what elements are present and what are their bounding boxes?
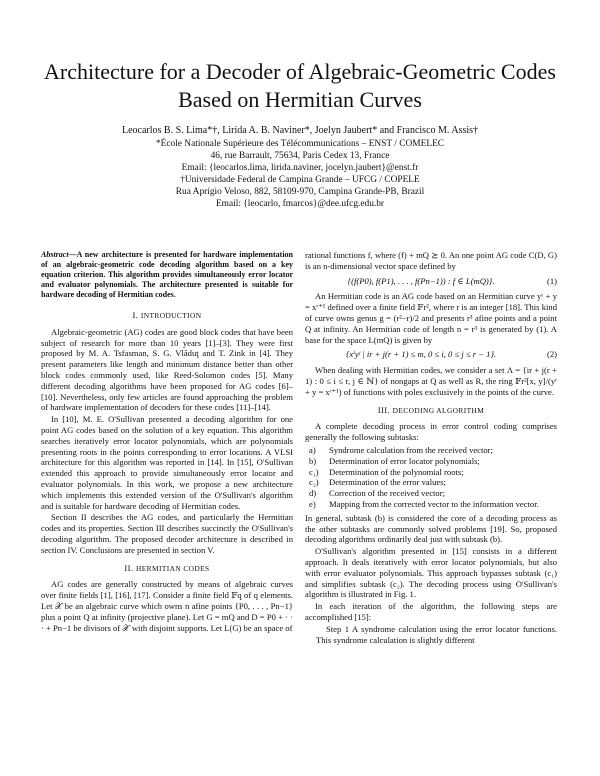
right-column <box>305 250 557 646</box>
equation-2 <box>305 349 557 360</box>
paragraph: AG codes are generally constructed by means of algebraic curves over finite fields [1], [16], [17]. Consider a finite field 𝔽q of q elements. Let 𝒳 be an algebraic curve which owns n afine points {P0, . . . , Pn−1} plus a point Q at infinity (projective plane). Let G = mQ and D = P0 + · · · + Pn−1 be divisors of 𝒳 with disjoint supports. Let L(G) be an space of <box>41 579 293 633</box>
list-item <box>305 445 557 456</box>
list-item-label: c₁) <box>309 466 319 477</box>
section-heading-hermitian-codes <box>41 563 293 575</box>
paragraph: When dealing with Hermitian codes, we consider a set Λ = {ir + j(r + 1) : 0 ≤ i ≤ r, j ∈ ℕ} of nongaps at Q as well as R, the ring 𝔽r²[x, y]/(yʳ + y = xʳ⁺¹) of functions with poles exclusively in the points of the curve. <box>305 365 557 397</box>
abstract-label: Abstract— <box>41 250 77 259</box>
equation-number: (2) <box>546 349 557 360</box>
paragraph: Section II describes the AG codes, and particularly the Hermitian codes and its properties. Section III describes succinctly the O'Sullivan's decoding algorithm. The proposed decoder architecture is described in section IV. Conclusions are presented in section V. <box>41 512 293 555</box>
affiliation-line-4: Rua Aprígio Veloso, 882, 58109-970, Campina Grande-PB, Brazil <box>175 187 425 197</box>
paragraph: rational functions f, where (f) + mQ ⪰ 0. An one point AG code C(D, G) is an n-dimensional vector space defined by <box>305 250 557 271</box>
list-item <box>305 488 557 499</box>
list-item-text: Determination of the error values; <box>329 477 446 488</box>
list-item-label: a) <box>309 444 316 455</box>
paragraph: Algebraic-geometric (AG) codes are good block codes that have been subject of research for more than 10 years [1]–[3]. They were first proposed by M. A. Tsfasman, S. G. Vlăduţ and T. Zink in [4]. They present parameters like length and minimum distance better than other block codes commonly used, like Reed-Solomon codes [5]. Many different decoding algorithms have been proposed for AG codes [6]–[10]. Nevertheless, only few articles are found approaching the problem of hardware implementation of decoders for these codes [11]–[14]. <box>41 326 293 413</box>
section-number: I. <box>132 310 141 320</box>
section-heading-introduction <box>41 310 293 322</box>
list-item-label: d) <box>309 488 317 499</box>
equation-1 <box>305 276 557 287</box>
list-item <box>305 467 557 478</box>
abstract <box>41 250 293 300</box>
affiliation-line-1: *École Nationale Supérieure des Télécommunications – ENST / COMELEC <box>155 139 445 149</box>
list-item-text: Syndrome calculation from the received vector; <box>329 444 493 455</box>
list-item <box>305 456 557 467</box>
paragraph: An Hermitian code is an AG code based on an Hermitian curve yʳ + y = xʳ⁺¹ defined over a finite field 𝔽r², where r is an integer [18]. This kind of curve owns genus g = (r²−r)/2 and presents r³ afine points and a point Q at infinity. An Hermitian code of length n = r³ is generated by (1). A base for the space L(mQ) is given by <box>305 291 557 345</box>
paragraph: O'Sullivan's algorithm presented in [15] consists in a different approach. It deals iteratively with error locator polynomials, but also with error evaluator polynomials. This approach bypasses subtask (c₁) and simplifies subtask (c₂). The decoding process using O'Sullivan's algorithm is illustrated in Fig. 1. <box>305 546 557 600</box>
list-item-text: Determination of the polynomial roots; <box>329 466 464 477</box>
equation-body: {(f(P0), f(P1), . . . , f(Pn−1)) : f ∈ L(mQ)}. <box>347 275 495 286</box>
left-column <box>41 250 293 634</box>
list-item-label: b) <box>309 455 317 466</box>
author-names: Leocarlos B. S. Lima*†, Lirida A. B. Naviner*, Joelyn Jaubert* and Francisco M. Assis† <box>121 125 479 136</box>
list-item-label: c₂) <box>309 477 319 488</box>
algorithm-step <box>305 624 557 646</box>
affiliation-line-3: †Universidade Federal de Campina Grande – UFCG / COPELE <box>180 175 420 185</box>
section-number: II. <box>124 562 137 573</box>
step-label: Step 1 <box>326 623 349 634</box>
equation-body: {xⁱyʲ | ir + j(r + 1) ≤ m, 0 ≤ i, 0 ≤ j ≤ r − 1}. <box>345 349 497 360</box>
section-title: INTRODUCTION <box>140 311 202 320</box>
paragraph: In [10], M. E. O'Sullivan presented a decoding algorithm for one point AG codes based on the solution of a key equation. This algorithm searches iteratively error locator polynomials, which are polynomials presenting roots in the points corresponding to error locations. A VLSI architecture for this algorithm was reported in [14]. In [15], O'Sullivan extended this approach to provide simultaneously error locator and evaluator polynomials. In this work, we propose a new architecture which implements this extended version of the O'Sullivan's algorithm and is suitable for hardware decoding of Hermitian codes. <box>41 414 293 511</box>
affiliation-email-1: Email: {leocarlos.lima, lirida.naviner, jocelyn.jaubert}@enst.fr <box>181 163 419 173</box>
affiliation-email-2: Email: {leocarlo, fmarcos}@dee.ufcg.edu.br <box>215 199 385 209</box>
paragraph: In each iteration of the algorithm, the following steps are accomplished [15]: <box>305 601 557 622</box>
paper-title: Architecture for a Decoder of Algebraic-Geometric Codes Based on Hermitian Curves <box>44 59 556 112</box>
paragraph: A complete decoding process in error control coding comprises generally the following subtasks: <box>305 421 557 443</box>
author-block <box>30 124 570 210</box>
step-text: A syndrome calculation using the error locator functions. This syndrome calculation is slightly different <box>316 623 558 645</box>
affiliation-line-2: 46, rue Barrault, 75634, Paris Cedex 13, France <box>210 151 390 161</box>
list-item <box>305 477 557 488</box>
subtask-list <box>305 445 557 510</box>
section-heading-decoding-algorithm <box>305 405 557 417</box>
list-item <box>305 499 557 510</box>
list-item-text: Correction of the received vector; <box>329 488 445 499</box>
equation-number: (1) <box>546 275 557 286</box>
paragraph: In general, subtask (b) is considered the core of a decoding process as the other subtasks are commonly solved problems [19]. So, proposed decoding algorithms ordinarily deal just with subtask (b). <box>305 512 557 545</box>
section-title: DECODING ALGORITHM <box>392 405 485 415</box>
section-title: HERMITIAN CODES <box>136 563 210 573</box>
list-item-text: Mapping from the corrected vector to the information vector. <box>329 498 539 509</box>
section-number: III. <box>377 404 393 415</box>
list-item-text: Determination of error locator polynomials; <box>329 455 480 466</box>
list-item-label: e) <box>309 498 316 509</box>
abstract-text: A new architecture is presented for hardware implementation of an algebraic-geometric code decoding algorithm based on a key equation criterion. This algorithm provides simultaneously error locator and evaluator polynomials. The architecture presented is suitable for hardware decoding of Hermitian codes. <box>41 250 293 299</box>
